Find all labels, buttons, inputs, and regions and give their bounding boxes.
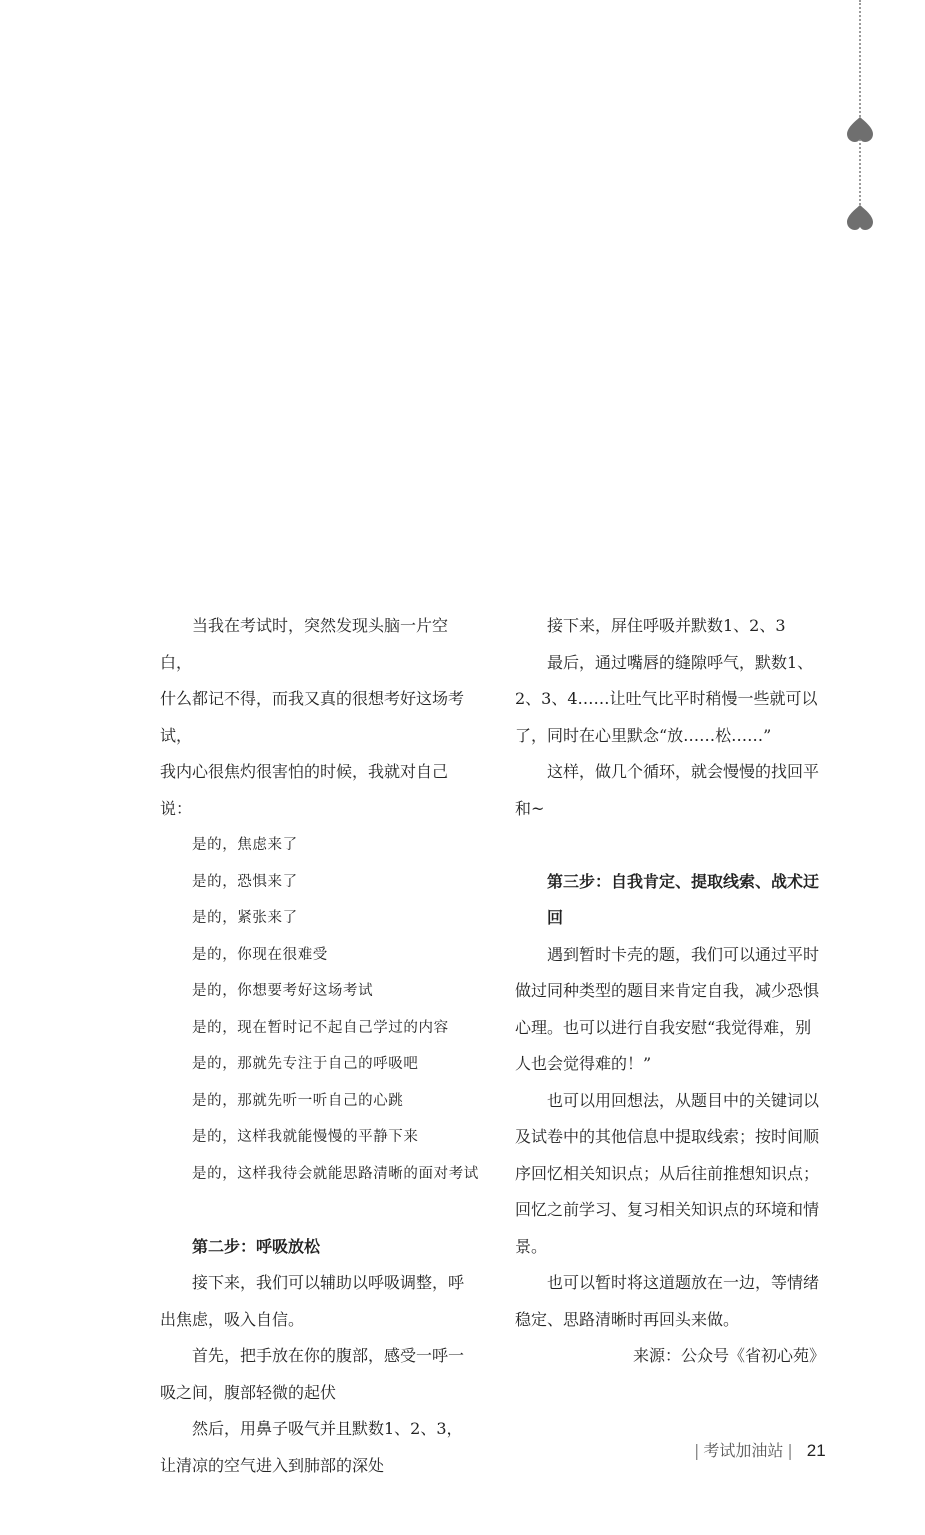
decorative-dotted-line bbox=[859, 0, 861, 205]
breathing-paragraph: 接下来，屏住呼吸并默数1、2、3 bbox=[547, 616, 786, 635]
step2-paragraph: 首先，把手放在你的腹部，感受一呼一吸之间，腹部轻微的起伏 bbox=[160, 1346, 465, 1402]
self-talk-line: 是的，这样我就能慢慢的平静下来 bbox=[192, 1129, 419, 1145]
self-talk-line: 是的，这样我待会就能思路清晰的面对考试 bbox=[192, 1165, 479, 1182]
breathing-paragraph: 最后，通过嘴唇的缝隙呼气，默数1、2、3、4……让吐气比平时稍慢一些就可以了，同时在心里默念“放……松……” bbox=[515, 652, 818, 745]
breathing-paragraph: 这样，做几个循环，就会慢慢的找回平和~ bbox=[515, 762, 820, 818]
step3-paragraph: 也可以暂时将这道题放在一边，等情绪稳定、思路清晰时再回头来做。 bbox=[515, 1273, 820, 1329]
self-talk-line: 是的，现在暂时记不起自己学过的内容 bbox=[192, 1019, 449, 1036]
step2-paragraph: 接下来，我们可以辅助以呼吸调整，呼出焦虑，吸入自信。 bbox=[160, 1273, 465, 1329]
left-column bbox=[160, 608, 479, 1484]
section-title: 考试加油站 bbox=[703, 1441, 784, 1460]
self-talk-line: 是的，焦虑来了 bbox=[192, 837, 298, 853]
intro-line: 我内心很焦灼很害怕的时候，我就对自己说： bbox=[160, 762, 449, 818]
heart-icon bbox=[845, 202, 875, 232]
right-column bbox=[515, 608, 825, 1375]
step3-paragraph: 遇到暂时卡壳的题，我们可以通过平时做过同种类型的题目来肯定自我，减少恐惧心理。也可以进行自我安慰“我觉得难，别人也会觉得难的！” bbox=[515, 944, 820, 1073]
step3-paragraph: 也可以用回想法，从题目中的关键词以及试卷中的其他信息中提取线索；按时间顺序回忆相关知识点；从后往前推想知识点；回忆之前学习、复习相关知识点的环境和情景。 bbox=[515, 1090, 820, 1256]
page-footer bbox=[690, 1438, 826, 1461]
step3-heading: 第三步：自我肯定、提取线索、战术迂回 bbox=[547, 871, 820, 927]
step2-paragraph: 然后，用鼻子吸气并且默数1、2、3，让清凉的空气进入到肺部的深处 bbox=[160, 1419, 463, 1475]
self-talk-line: 是的，那就先专注于自己的呼吸吧 bbox=[192, 1056, 419, 1072]
divider: | bbox=[787, 1441, 793, 1460]
step2-heading: 第二步：呼吸放松 bbox=[192, 1236, 321, 1256]
self-talk-line: 是的，恐惧来了 bbox=[192, 873, 298, 890]
page-number: 21 bbox=[806, 1441, 826, 1460]
divider: | bbox=[694, 1441, 700, 1460]
heart-icon bbox=[845, 114, 875, 144]
intro-line: 当我在考试时，突然发现头脑一片空白， bbox=[160, 616, 449, 672]
intro-line: 什么都记不得，而我又真的很想考好这场考试， bbox=[160, 689, 465, 745]
source-credit: 来源：公众号《省初心苑》 bbox=[632, 1346, 825, 1365]
self-talk-line: 是的，你现在很难受 bbox=[192, 946, 328, 963]
self-talk-line: 是的，那就先听一听自己的心跳 bbox=[192, 1092, 404, 1109]
self-talk-line: 是的，紧张来了 bbox=[192, 910, 298, 926]
self-talk-line: 是的，你想要考好这场考试 bbox=[192, 983, 374, 999]
